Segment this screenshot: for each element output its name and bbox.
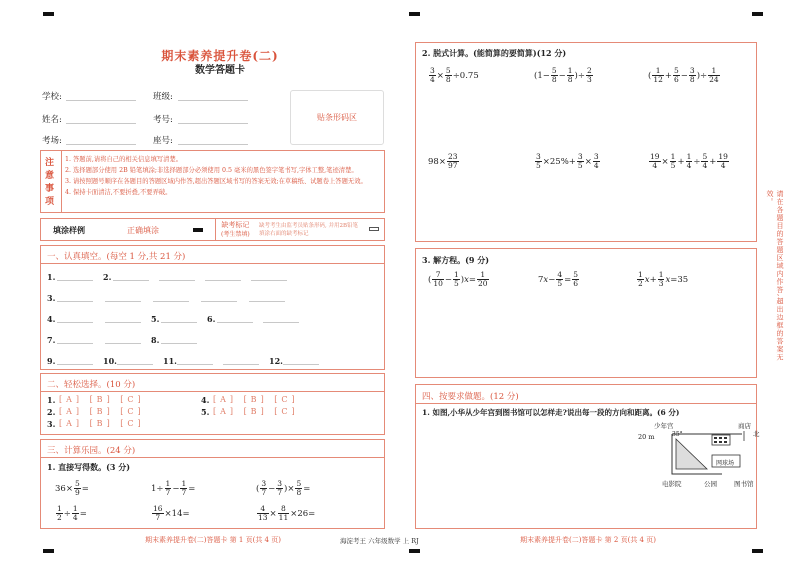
math-expression: $\frac{4}{13}$ × $\frac{8}{11}$ ×26= — [258, 504, 316, 522]
name-label: 姓名: — [42, 115, 62, 125]
map-label-park: 公园 — [704, 480, 717, 488]
filled-sample — [193, 228, 203, 232]
blank-number: 4. — [47, 314, 56, 324]
notes-box — [40, 150, 385, 213]
registration-mark — [752, 549, 763, 553]
blank[interactable] — [223, 364, 259, 365]
miss-mark-note: (考生禁填) — [221, 231, 250, 238]
blank[interactable] — [57, 364, 93, 365]
blank-number: 1. — [47, 272, 56, 282]
registration-mark — [43, 12, 54, 16]
blank[interactable] — [57, 322, 93, 323]
math-expression: $\frac{3}{4}$ × $\frac{5}{8}$ ÷0.75 — [430, 66, 479, 84]
blank[interactable] — [159, 280, 195, 281]
choice-number: 1. — [47, 395, 56, 405]
math-expression: 98× $\frac{23}{97}$ — [428, 152, 458, 170]
blank[interactable] — [283, 364, 319, 365]
map-north: 北 — [753, 430, 760, 438]
blank[interactable] — [113, 280, 149, 281]
equation: $\frac{1}{2}$ x+ $\frac{1}{3}$ x=35 — [638, 270, 689, 288]
miss-mark-box[interactable] — [369, 227, 379, 231]
blank-number: 11. — [163, 356, 177, 366]
map-angle: 35° — [672, 431, 683, 438]
blank-number: 5. — [151, 314, 160, 324]
school-label: 学校: — [42, 92, 62, 102]
section-calc-2 — [415, 42, 757, 242]
section-choice — [40, 373, 385, 435]
section-fill-blank — [40, 245, 385, 370]
section-title: 三、计算乐园。(24 分) — [47, 446, 136, 456]
blank-number: 3. — [47, 293, 56, 303]
choice-number: 3. — [47, 419, 56, 429]
math-expression: $\frac{1}{2}$ ÷ $\frac{1}{4}$ = — [57, 504, 87, 522]
map-label-library: 图书馆 — [734, 480, 754, 488]
room-field[interactable] — [66, 144, 136, 145]
choice-options[interactable]: [A] [B] [C] — [59, 419, 145, 428]
section-problems — [415, 384, 760, 529]
footer-mid: 海淀考王 六年级数学 上 RJ — [340, 537, 419, 545]
math-expression: 36× $\frac{5}{9}$ = — [55, 479, 89, 497]
room-label: 考场: — [42, 136, 62, 146]
math-expression: 1÷ $\frac{1}{7}$ − $\frac{1}{7}$ = — [151, 479, 196, 497]
note-item: 3. 请按照题号顺序在各题目的答题区域内作答,超出答题区域书写的答案无效;在草稿纸、试题卷上答题无效。 — [65, 178, 367, 185]
blank[interactable] — [201, 301, 237, 302]
footer-right: 期末素养提升卷(二)答题卡 第 2 页(共 4 页) — [520, 536, 656, 544]
side-note: 请在各题目的答题区域内作答,超出边框的答案无效。 — [766, 190, 784, 362]
question-label: 3. 解方程。(9 分) — [422, 255, 490, 265]
registration-mark — [409, 12, 420, 16]
math-expression: $\frac{16}{7}$ ×14= — [153, 504, 190, 522]
choice-options[interactable]: [A] [B] [C] — [213, 407, 299, 416]
math-expression: $\frac{19}{4}$ × $\frac{1}{5}$ + $\frac{1}{4}$ ÷ $\frac{5}{4}$ + $\frac{19}{4}$ — [650, 152, 728, 170]
blank-number: 8. — [151, 335, 160, 345]
choice-number: 5. — [201, 407, 210, 417]
note-item: 2. 选择题部分使用 2B 铅笔填涂;非选择题部分必须使用 0.5 毫米的黑色签字笔书写,字体工整,笔迹清楚。 — [65, 167, 358, 174]
blank[interactable] — [153, 301, 189, 302]
math-expression: (1− $\frac{5}{8}$ − $\frac{1}{8}$ )÷ $\frac{2}{3}$ — [534, 66, 592, 84]
blank[interactable] — [105, 343, 141, 344]
blank-number: 12. — [269, 356, 283, 366]
equation: ( $\frac{7}{10}$ − $\frac{1}{5}$ )x= $\frac{1}{20}$ — [428, 270, 488, 288]
fill-sample-row — [40, 218, 385, 241]
class-label: 班级: — [153, 92, 173, 102]
fill-sample-label: 填涂样例 — [53, 225, 85, 235]
blank-number: 6. — [207, 314, 216, 324]
blank[interactable] — [205, 280, 241, 281]
footer-left: 期末素养提升卷(二)答题卡 第 1 页(共 4 页) — [145, 536, 281, 544]
map-scale: 20 m — [638, 433, 655, 441]
sheet-title: 期末素养提升卷(二) — [161, 49, 279, 63]
choice-options[interactable]: [A] [B] [C] — [213, 395, 299, 404]
blank-number: 9. — [47, 356, 56, 366]
question-label: 2. 脱式计算。(能简算的要简算)(12 分) — [422, 48, 567, 58]
registration-mark — [43, 549, 54, 553]
blank-number: 2. — [103, 272, 112, 282]
blank-number: 7. — [47, 335, 56, 345]
class-field[interactable] — [178, 100, 248, 101]
exam-no-label: 考号: — [153, 115, 173, 125]
name-field[interactable] — [66, 123, 136, 124]
note-item: 4. 保持卡面清洁,不要折叠,不要弄破。 — [65, 189, 172, 196]
note-item: 1. 答题前,请将自己的相关信息填写清楚。 — [65, 156, 183, 163]
blank[interactable] — [57, 301, 93, 302]
blank[interactable] — [161, 322, 197, 323]
exam-no-field[interactable] — [178, 123, 248, 124]
blank[interactable] — [105, 301, 141, 302]
registration-mark — [752, 12, 763, 16]
section-equations — [415, 248, 757, 378]
blank[interactable] — [177, 364, 213, 365]
question-label: 1. 如图,小华从少年宫到图书馆可以怎样走?说出每一段的方向和距离。(6 分) — [422, 408, 680, 417]
blank[interactable] — [161, 343, 197, 344]
choice-options[interactable]: [A] [B] [C] — [59, 407, 145, 416]
school-field[interactable] — [66, 100, 136, 101]
math-expression: ( $\frac{1}{12}$ + $\frac{5}{6}$ − $\frac{3}{8}$ )÷ $\frac{1}{24}$ — [648, 66, 719, 84]
blank[interactable] — [217, 322, 253, 323]
section-calc — [40, 439, 385, 529]
miss-mark-label: 缺考标记 — [221, 221, 250, 229]
map-label-store: 商店 — [738, 422, 751, 430]
blank[interactable] — [117, 364, 153, 365]
blank[interactable] — [105, 322, 141, 323]
blank[interactable] — [263, 322, 299, 323]
map-label-youth: 少年宫 — [654, 422, 674, 430]
choice-number: 4. — [201, 395, 210, 405]
equation: 7x− $\frac{4}{5}$ = $\frac{5}{6}$ — [538, 270, 579, 288]
miss-mark-desc: 缺考考生由监考员贴条形码, 并用2B铅笔填涂右面的缺考标记 — [259, 223, 359, 237]
seat-field[interactable] — [178, 144, 248, 145]
blank[interactable] — [249, 301, 285, 302]
sheet-subtitle: 数学答题卡 — [195, 65, 245, 76]
question-label: 1. 直接写得数。(3 分) — [47, 462, 131, 472]
choice-options[interactable]: [A] [B] [C] — [59, 395, 145, 404]
math-expression: $\frac{3}{5}$ ×25%+ $\frac{3}{5}$ × $\frac{3}{4}$ — [536, 152, 599, 170]
choice-number: 2. — [47, 407, 56, 417]
notes-label: 注意事项 — [45, 158, 55, 207]
blank[interactable] — [57, 343, 93, 344]
blank[interactable] — [57, 280, 93, 281]
section-title: 一、认真填空。(每空 1 分,共 21 分) — [47, 252, 186, 262]
math-expression: ( $\frac{3}{7}$ − $\frac{3}{7}$ )× $\frac{5}{8}$ = — [256, 479, 311, 497]
section-title: 二、轻松选择。(10 分) — [47, 380, 136, 390]
section-title: 四、按要求做题。(12 分) — [422, 392, 519, 402]
blank[interactable] — [251, 280, 287, 281]
map-label-cinema: 电影院 — [662, 480, 682, 488]
route-map — [652, 429, 752, 479]
blank-number: 10. — [103, 356, 117, 366]
registration-mark — [409, 549, 420, 553]
barcode-area: 贴条形码区 — [290, 90, 384, 145]
map-label-stadium: 网球场 — [716, 460, 735, 467]
seat-label: 座号: — [153, 136, 173, 146]
correct-fill-label: 正确填涂 — [127, 226, 159, 235]
